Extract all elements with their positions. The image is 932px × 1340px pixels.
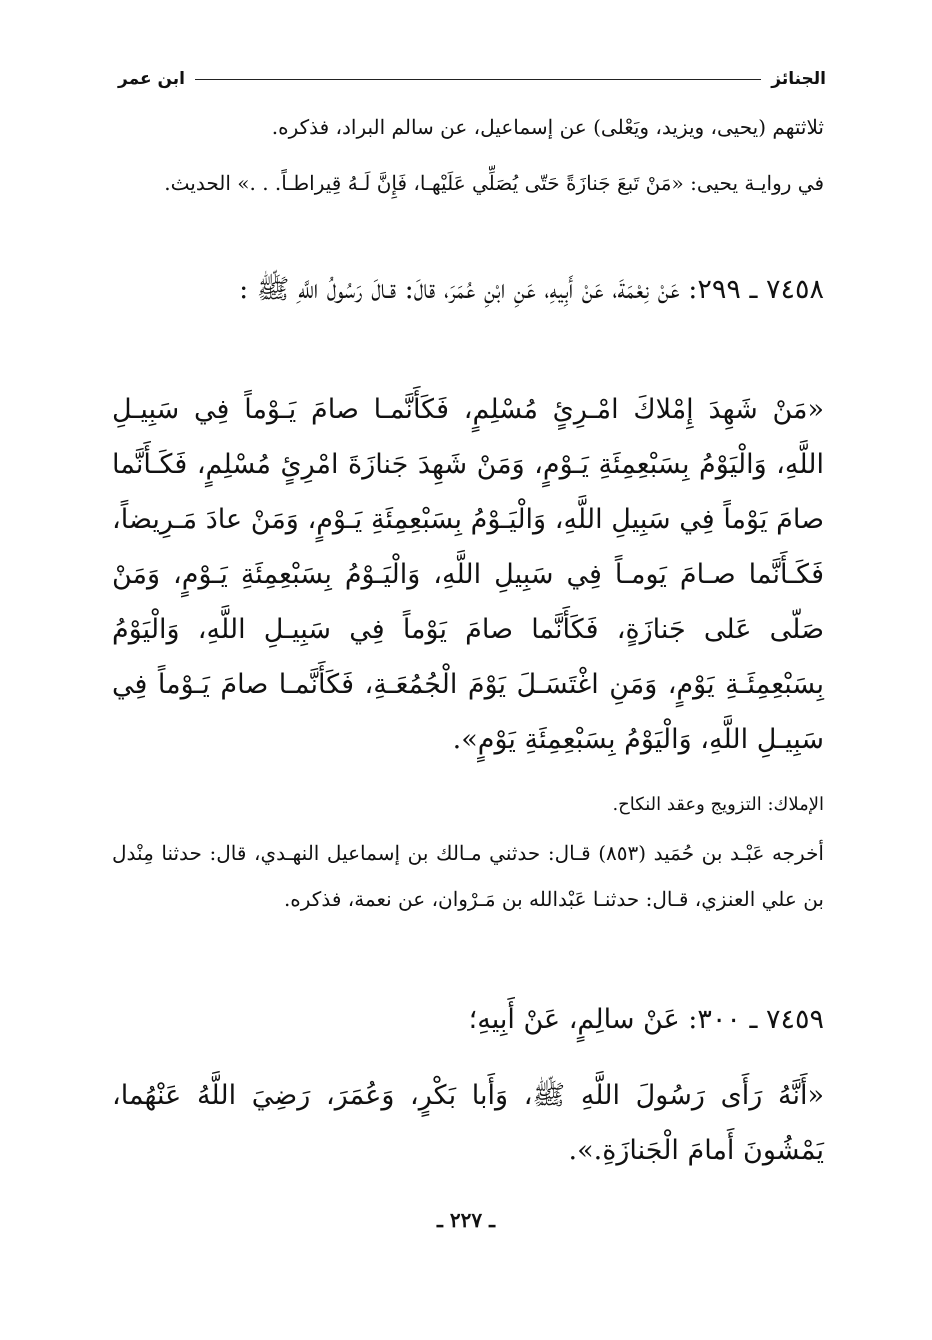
paragraph-yahya-version: في روايـة يحيى: «مَنْ تَبعَ جَنازَةً حَتّى يُصَلِّي عَلَيْهـا، فَإِنَّ لَـهُ قِيراطـاً. . .» الحديث. [164, 171, 824, 195]
hadith-text-7459: «أَنَّهُ رَأَى رَسُولَ اللَّهِ ﷺ، وَأَبا بَكْرٍ، وَعُمَرَ، رَضِيَ اللَّهُ عَنْهُما، يَمْشُونَ أَمامَ الْجَنازَةِ.». [112, 1080, 824, 1166]
narrator-title: ابن عمر [118, 69, 186, 89]
header-rule [195, 79, 761, 80]
chapter-title: الجنائز [771, 69, 826, 89]
takhrij-paragraph: أخرجه عَبْـد بن حُمَيد (٨٥٣) قـال: حدثني مـالك بن إسماعيل النهـدي، قال: حدثنا مِنْدل بن علي العنزي، قـال: حدثنـا عَبْدالله بن مَـرْوان، عن نعمة، فذكره. [112, 841, 824, 911]
running-header [118, 64, 826, 94]
hadith-text-7458: «مَنْ شَهِدَ إِمْلاكَ امْـرِئٍ مُسْلِمٍ، فَكَأَنَّمـا صامَ يَـوْماً فِي سَبِيـلِ اللَّهِ، وَالْيَوْمُ بِسَبْعِمِئَةِ يَـوْمٍ، وَمَنْ شَهِدَ جَنازَةَ امْرِئٍ مُسْلِمٍ، فَكَـأَنَّما صامَ يَوْماً فِي سَبِيلِ اللَّهِ، وَالْيَـوْمُ بِسَبْعِمِئَةِ يَـوْمٍ، وَمَنْ عادَ مَـرِيضاً، فَكَـأَنَّما صـامَ يَومـاً فِي سَبِيلِ اللَّهِ، وَالْيَـوْمُ بِسَبْعِمِئَةِ يَـوْمٍ، وَمَنْ صَلّى عَلى جَنازَةٍ، فَكَأَنَّما صامَ يَوْماً فِي سَبِيـلِ اللَّهِ، وَالْيَوْمُ بِسَبْعِمِئَـةِ يَوْمٍ، وَمَنِ اغْتَسَـلَ يَوْمَ الْجُمُعَـةِ، فَكَأَنَّمـا صامَ يَـوْماً فِي سَبِيـلِ اللَّهِ، وَالْيَوْمُ بِسَبْعِمِئَةِ يَوْمٍ». [112, 394, 824, 755]
hadith-heading-7458: ٧٤٥٨ ـ ٢٩٩: عَنْ نِعْمَةَ، عَنْ أَبِيهِ، عَنِ ابْنِ عُمَرَ، قالَ: قـالَ رَسُولُ اللَّهِ ﷺ : [239, 274, 824, 305]
hadith-heading-7459: ٧٤٥٩ ـ ٣٠٠: عَنْ سالِمٍ، عَنْ أَبِيهِ؛ [468, 1004, 824, 1035]
paragraph-narrators: ثلاثتهم (يحيى، ويزيد، ويَعْلى) عن إسماعيل، عن سالم البراد، فذكره. [271, 115, 824, 139]
glossary-note: الإملاك: التزويج وعقد النكاح. [612, 794, 824, 815]
page-number: ـ ٢٢٧ ـ [437, 1208, 495, 1232]
